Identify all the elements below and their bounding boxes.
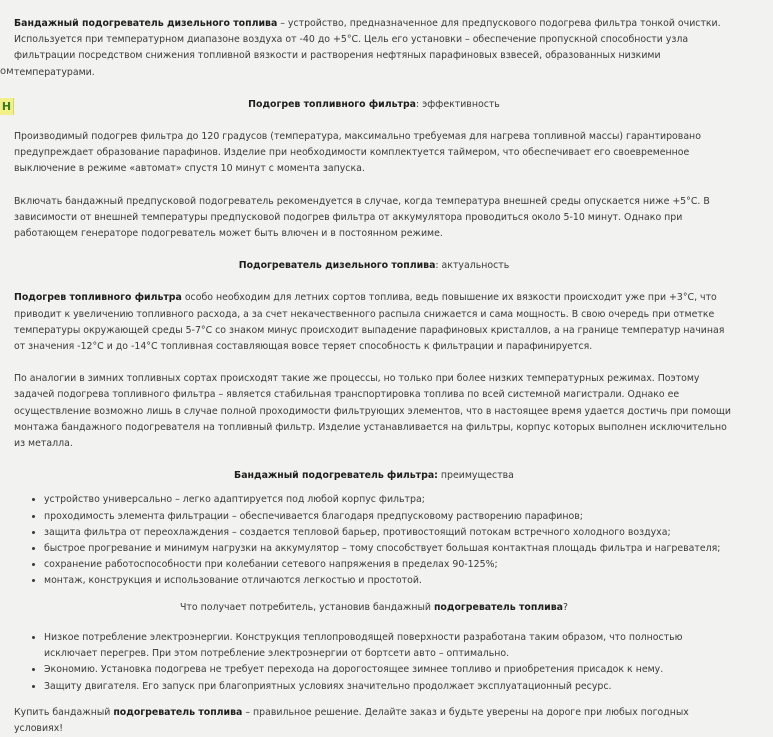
closing-paragraph: [14, 705, 734, 737]
closing-bold: подогреватель топлива: [113, 706, 243, 718]
list-item: • быстрое прогревание и минимум нагрузки на аккумулятор – тому способствует большая контактная площадь фильтра и нагревателя;: [44, 541, 734, 557]
heading-efficiency: [14, 97, 734, 113]
paragraph-usage: Включать бандажный предпусковой подогреватель рекомендуется в случае, когда температура внешней среды опускается ниже +5°C. В зависимости от внешней температуры предпусковой подогрев фильтра от аккумулятора проводиться около 5-10 минут. Однако при работающем генераторе подогреватель может быть влючен и в постоянном режиме.: [14, 195, 710, 240]
heading-consumer: [14, 600, 734, 616]
heading-advantages-text: преимущества: [437, 470, 514, 482]
heading-relevance: [14, 258, 734, 274]
benefits-list: [14, 630, 734, 695]
paragraph-winter-fuel: По аналогии в зимних топливных сортах происходят такие же процессы, но только при более низких температурных режимах. Поэтому задачей подогрева топливного фильтра – является стабильная транспортировка топлива по всей системной магистрали. Однако ее осуществление возможно лишь в случае полной проходимости фильтрующих элементов, что в настоящее время удается достичь при помощи монтажа бандажного подогревателя на топливный фильтр. Изделие устанавливается на фильтры, корпус которых выполнен исключительно из металла.: [14, 373, 731, 450]
heading-consumer-pre: Что получает потребитель, установив бандажный: [179, 601, 434, 613]
advantages-list: [14, 492, 734, 589]
heading-efficiency-bold: Подогрев топливного фильтра: [248, 98, 416, 110]
list-item: • сохранение работоспособности при колебании сетевого напряжения в пределах 90-125%;: [44, 557, 734, 573]
list-item: • защита фильтра от переохлаждения – создается тепловой барьер, противостоящий потокам встречного холодного воздуха;: [44, 525, 734, 541]
paragraph-summer-fuel-bold: Подогрев топливного фильтра: [14, 292, 182, 304]
list-item: • проходимость элемента фильтрации – обеспечивается благодаря предпусковому растворению парафинов;: [44, 509, 734, 525]
heading-efficiency-text: : эффективность: [416, 98, 500, 110]
list-item: • Экономию. Установка подогрева не требует перехода на дорогостоящее зимнее топливо и приобретения присадок к нему.: [44, 662, 734, 678]
list-item: • устройство универсально – легко адаптируется под любой корпус фильтра;: [44, 492, 734, 508]
list-item: • Низкое потребление электроэнергии. Конструкция теплопроводящей поверхности разработана таким образом, что полностью исключает перегрев. При этом потребление электроэнергии от бортсети авто – оптимально.: [44, 630, 734, 662]
heading-advantages-bold: Бандажный подогреватель фильтра:: [234, 470, 438, 482]
side-text-fragment: ом: [0, 66, 14, 77]
side-badge[interactable]: Н: [0, 98, 14, 115]
intro-bold: Бандажный подогреватель дизельного топлива: [14, 18, 278, 29]
heading-consumer-post: ?: [563, 601, 568, 613]
list-item: • монтаж, конструкция и использование отличаются легкостью и простотой.: [44, 573, 734, 589]
closing-post: – правильное решение. Делайте заказ и будьте уверены на дороге при любых погодных условиях!: [14, 706, 689, 734]
paragraph-summer-fuel: [14, 290, 734, 355]
article: [14, 16, 734, 737]
intro-text: – устройство, предназначенное для предпускового подогрева фильтра тонкой очистки. Используется при температурном диапазоне воздуха от -40 до +5°C. Цель его установки – обеспечение пропускной способности узла фильтрации посредством снижения топливной вязкости и растворения нефтяных парафиновых взвесей, образованных низкими температурами.: [14, 18, 721, 78]
heading-relevance-bold: Подогреватель дизельного топлива: [238, 260, 436, 272]
paragraph-summer-fuel-text: особо необходим для летних сортов топлива, ведь повышение их вязкости происходит уже при +3°C, что приводит к увеличению топливного расхода, а за счет некачественного распыла снижается и сама мощность. В свою очередь при отметке температуры окружающей среды 5-7°C со знаком минус происходит выпадение парафиновых кристаллов, а на границе температур начиная от значения -12°C и до -14°C топливная составляющая вовсе теряет способность к фильтрации и парафинируется.: [14, 292, 725, 353]
heading-relevance-text: : актуальность: [435, 260, 510, 272]
heading-advantages: [14, 468, 734, 484]
closing-pre: Купить бандажный: [14, 706, 114, 718]
heading-consumer-bold: подогреватель топлива: [433, 601, 564, 613]
intro-paragraph: [14, 16, 734, 81]
list-item: • Защиту двигателя. Его запуск при благоприятных условиях значительно продолжает эксплуатационный ресурс.: [44, 679, 734, 695]
paragraph-heating: Производимый подогрев фильтра до 120 градусов (температура, максимально требуемая для нагрева топливной массы) гарантировано предупреждает образование парафинов. Изделие при необходимости комплектуется таймером, что обеспечивает его своевременное выключение в режиме «автомат» спустя 10 минут с момента запуска.: [14, 131, 701, 175]
